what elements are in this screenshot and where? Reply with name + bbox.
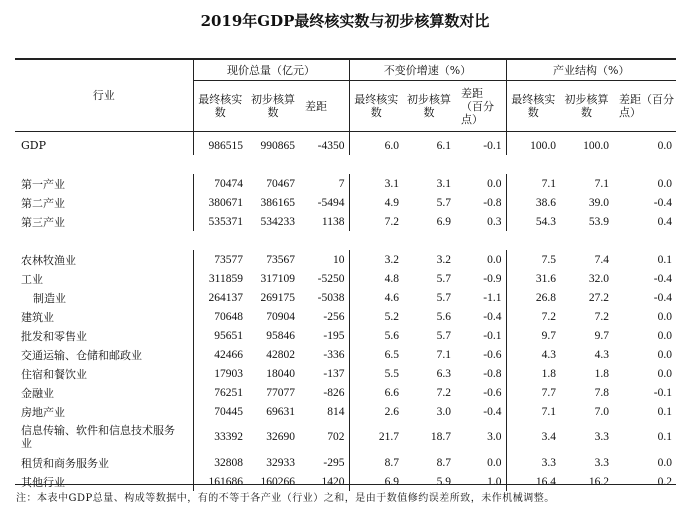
cell-value: 3.3: [506, 453, 560, 472]
cell-value: 39.0: [588, 196, 609, 209]
cell-value: 0.3: [487, 215, 502, 228]
cell-value: 5.9: [436, 475, 451, 488]
industry-name: 其他行业: [21, 475, 65, 489]
cell-value: -0.1: [653, 386, 672, 399]
cell-value: 6.9: [436, 215, 451, 228]
spacer-row: [15, 155, 676, 174]
cell-value: 70445: [193, 402, 247, 421]
cell-value: -0.8: [483, 367, 502, 380]
industry-name: 农林牧渔业: [21, 253, 76, 267]
cell-value: 5.7: [436, 196, 451, 209]
industry-name: 信息传输、软件和信息技术服务业: [21, 424, 175, 450]
cell-value: 2.6: [349, 402, 403, 421]
cell-value: 9.7: [594, 329, 609, 342]
cell-value: -336: [323, 348, 345, 361]
cell-value: 4.6: [349, 288, 403, 307]
subheader-0-1: 初步核算数: [251, 93, 295, 119]
cell-value: -0.4: [653, 196, 672, 209]
cell-value: 7.0: [594, 405, 609, 418]
cell-value: 7: [338, 177, 345, 190]
table-row: [15, 288, 676, 307]
cell-value: 27.2: [588, 291, 609, 304]
industry-name: 第三产业: [21, 215, 65, 229]
industry-name: 第二产业: [21, 196, 65, 210]
cell-value: 26.8: [506, 288, 560, 307]
industry-name: 建筑业: [21, 310, 54, 324]
cell-value: 990865: [260, 139, 295, 152]
cell-value: 161686: [193, 472, 247, 491]
cell-value: 10: [333, 253, 345, 266]
cell-value: 31.6: [506, 269, 560, 288]
cell-value: 6.9: [349, 472, 403, 491]
group-header-growth: 不变价增速（%）: [349, 59, 506, 81]
subheader-0-0: 最终核实数: [193, 81, 247, 132]
cell-value: 160266: [260, 475, 295, 488]
table-row: [15, 132, 676, 156]
cell-value: 7.1: [594, 177, 609, 190]
cell-value: 5.6: [349, 326, 403, 345]
footnote: 注：本表中GDP总量、构成等数据中，有的不等于各产业（行业）之和，是由于数值修约误差所致，未作机械调整。: [16, 493, 555, 504]
cell-value: 70904: [266, 310, 295, 323]
cell-value: 380671: [193, 193, 247, 212]
cell-value: 6.0: [349, 132, 403, 156]
table-row: [15, 307, 676, 326]
cell-value: -0.4: [653, 272, 672, 285]
subheader-2-1: 初步核算数: [564, 93, 609, 119]
cell-value: 3.3: [594, 431, 609, 443]
cell-value: 386165: [260, 196, 295, 209]
cell-value: 264137: [193, 288, 247, 307]
cell-value: 6.1: [436, 139, 451, 152]
table-row: [15, 174, 676, 193]
cell-value: 1420: [321, 475, 345, 488]
cell-value: 317109: [260, 272, 295, 285]
cell-value: -0.4: [653, 291, 672, 304]
spacer-row: [15, 231, 676, 250]
table-row: [15, 212, 676, 231]
cell-value: 7.2: [349, 212, 403, 231]
cell-value: -0.1: [483, 329, 502, 342]
industry-name: 交通运输、仓储和邮政业: [21, 348, 142, 362]
cell-value: 54.3: [506, 212, 560, 231]
cell-value: 70474: [193, 174, 247, 193]
cell-value: 3.2: [436, 253, 451, 266]
cell-value: 76251: [193, 383, 247, 402]
cell-value: -1.1: [483, 291, 502, 304]
cell-value: 6.3: [436, 367, 451, 380]
cell-value: 5.6: [436, 310, 451, 323]
cell-value: 18.7: [430, 431, 451, 443]
cell-value: -137: [323, 367, 345, 380]
cell-value: 5.5: [349, 364, 403, 383]
cell-value: 0.0: [657, 310, 672, 323]
cell-value: 77077: [266, 386, 295, 399]
cell-value: 0.0: [657, 456, 672, 469]
table-row: [15, 250, 676, 269]
cell-value: 3.0: [487, 431, 502, 443]
cell-value: 0.4: [657, 215, 672, 228]
cell-value: -0.1: [483, 139, 502, 152]
industry-name: 租赁和商务服务业: [21, 456, 109, 470]
industry-name: 金融业: [21, 386, 54, 400]
cell-value: 5.2: [349, 307, 403, 326]
cell-value: 6.6: [349, 383, 403, 402]
cell-value: 7.1: [506, 402, 560, 421]
cell-value: 42802: [266, 348, 295, 361]
cell-value: 0.0: [657, 348, 672, 361]
cell-value: 814: [327, 405, 345, 418]
industry-name: 制造业: [33, 291, 66, 305]
cell-value: 7.2: [506, 307, 560, 326]
cell-value: 0.0: [657, 177, 672, 190]
cell-value: 1.0: [487, 475, 502, 488]
cell-value: -5494: [317, 196, 345, 209]
page-title: 2019年GDP最终核实数与初步核算数对比: [200, 12, 490, 30]
cell-value: 70467: [266, 177, 295, 190]
cell-value: -826: [323, 386, 345, 399]
cell-value: 7.1: [506, 174, 560, 193]
subheader-0-2: 差距: [305, 99, 327, 113]
cell-value: 7.7: [506, 383, 560, 402]
cell-value: 3.2: [349, 250, 403, 269]
cell-value: 16.2: [588, 475, 609, 488]
cell-value: -0.8: [483, 196, 502, 209]
table-row: [15, 269, 676, 288]
cell-value: 17903: [193, 364, 247, 383]
cell-value: 5.7: [436, 329, 451, 342]
cell-value: 8.7: [436, 456, 451, 469]
table-row: [15, 421, 676, 453]
cell-value: 0.0: [487, 253, 502, 266]
cell-value: 73567: [266, 253, 295, 266]
cell-value: 32933: [266, 456, 295, 469]
cell-value: 33392: [193, 421, 247, 453]
table-row: [15, 383, 676, 402]
cell-value: 16.4: [506, 472, 560, 491]
cell-value: -0.9: [483, 272, 502, 285]
cell-value: 534233: [260, 215, 295, 228]
table-row: [15, 193, 676, 212]
gdp-comparison-table: [15, 58, 676, 491]
industry-name: 住宿和餐饮业: [21, 367, 87, 381]
cell-value: 7.1: [436, 348, 451, 361]
cell-value: 21.7: [349, 421, 403, 453]
cell-value: 7.2: [436, 386, 451, 399]
cell-value: 5.7: [436, 291, 451, 304]
footer-rule: [15, 484, 676, 485]
cell-value: 9.7: [506, 326, 560, 345]
cell-value: 3.0: [436, 405, 451, 418]
industry-name: 工业: [21, 272, 43, 286]
cell-value: 702: [327, 431, 345, 443]
cell-value: 7.4: [594, 253, 609, 266]
subheader-2-0: 最终核实数: [506, 81, 560, 132]
cell-value: 32690: [266, 431, 295, 443]
cell-value: 311859: [193, 269, 247, 288]
industry-name: 第一产业: [21, 177, 65, 191]
cell-value: 3.4: [506, 421, 560, 453]
subheader-1-1: 初步核算数: [407, 93, 451, 119]
subheader-1-2: 差距（百分点）: [461, 86, 494, 126]
cell-value: 3.1: [349, 174, 403, 193]
cell-value: 100.0: [506, 132, 560, 156]
cell-value: 3.3: [594, 456, 609, 469]
cell-value: 4.9: [349, 193, 403, 212]
cell-value: 100.0: [583, 139, 609, 152]
cell-value: -0.6: [483, 348, 502, 361]
group-header-current-price: 现价总量（亿元）: [193, 59, 349, 81]
subheader-1-0: 最终核实数: [349, 81, 403, 132]
cell-value: 73577: [193, 250, 247, 269]
cell-value: 0.0: [657, 139, 672, 152]
cell-value: 53.9: [588, 215, 609, 228]
cell-value: 42466: [193, 345, 247, 364]
cell-value: 1138: [321, 215, 345, 228]
cell-value: -4350: [317, 139, 345, 152]
cell-value: 0.2: [657, 475, 672, 488]
subheader-2-2: 差距（百分点）: [619, 93, 674, 119]
table-row: [15, 364, 676, 383]
table-row: [15, 402, 676, 421]
industry-header: 行业: [15, 59, 193, 132]
cell-value: 4.8: [349, 269, 403, 288]
cell-value: 95651: [193, 326, 247, 345]
cell-value: 986515: [193, 132, 247, 156]
cell-value: -256: [323, 310, 345, 323]
cell-value: 70648: [193, 307, 247, 326]
cell-value: 7.5: [506, 250, 560, 269]
cell-value: 5.7: [436, 272, 451, 285]
cell-value: 3.1: [436, 177, 451, 190]
cell-value: -5250: [317, 272, 345, 285]
industry-name: GDP: [21, 139, 47, 152]
cell-value: 1.8: [506, 364, 560, 383]
cell-value: 7.2: [594, 310, 609, 323]
cell-value: 0.1: [657, 431, 672, 443]
cell-value: 32808: [193, 453, 247, 472]
table-row: [15, 453, 676, 472]
cell-value: 0.1: [657, 405, 672, 418]
cell-value: 95846: [266, 329, 295, 342]
cell-value: 8.7: [349, 453, 403, 472]
cell-value: 0.0: [487, 456, 502, 469]
cell-value: 0.0: [657, 367, 672, 380]
cell-value: 0.0: [657, 329, 672, 342]
cell-value: 7.8: [594, 386, 609, 399]
cell-value: 38.6: [506, 193, 560, 212]
cell-value: 32.0: [588, 272, 609, 285]
cell-value: 4.3: [594, 348, 609, 361]
cell-value: 1.8: [594, 367, 609, 380]
cell-value: -295: [323, 456, 345, 469]
cell-value: 0.0: [487, 177, 502, 190]
cell-value: -0.6: [483, 386, 502, 399]
cell-value: 269175: [260, 291, 295, 304]
cell-value: -0.4: [483, 405, 502, 418]
industry-name: 房地产业: [21, 405, 65, 419]
industry-name: 批发和零售业: [21, 329, 87, 343]
cell-value: -195: [323, 329, 345, 342]
table-row: [15, 345, 676, 364]
cell-value: 535371: [193, 212, 247, 231]
table-row: [15, 326, 676, 345]
cell-value: 6.5: [349, 345, 403, 364]
cell-value: 4.3: [506, 345, 560, 364]
cell-value: -5038: [317, 291, 345, 304]
cell-value: 18040: [266, 367, 295, 380]
cell-value: 69631: [266, 405, 295, 418]
cell-value: -0.4: [483, 310, 502, 323]
cell-value: 0.1: [657, 253, 672, 266]
group-header-structure: 产业结构（%）: [506, 59, 676, 81]
